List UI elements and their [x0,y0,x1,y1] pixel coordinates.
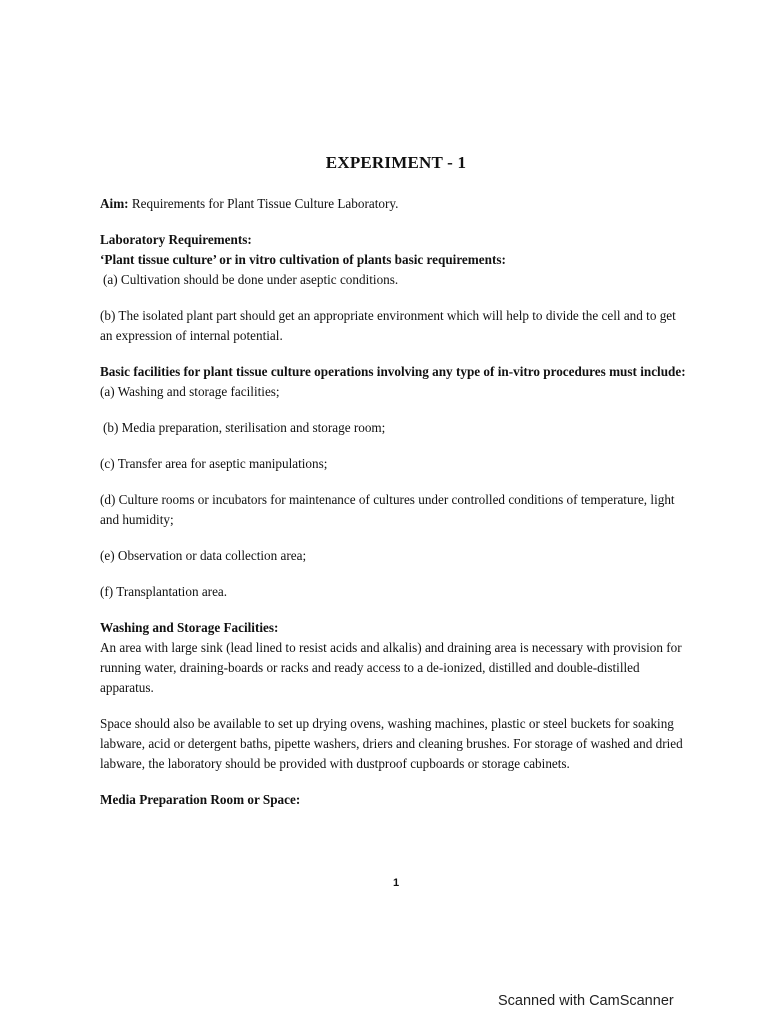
document-body [100,194,690,810]
washing-paragraph-2: Space should also be available to set up drying ovens, washing machines, plastic or steel buckets for soaking labware, acid or detergent baths, pipette washers, driers and cleaning brushes. For storage of washed and dried labware, the laboratory should be provided with dustproof cupboards or storage cabinets. [100,716,683,771]
media-heading: Media Preparation Room or Space: [100,792,301,807]
facility-item-b: (b) Media preparation, sterilisation and storage room; [103,420,386,435]
aim-text: Requirements for Plant Tissue Culture Laboratory. [128,196,399,211]
facilities-heading: Basic facilities for plant tissue culture operations involving any type of in-vitro procedures must include: [100,364,686,379]
camscanner-watermark: Scanned with CamScanner [498,993,674,1009]
aim-line [100,194,690,214]
facility-item-a: (a) Washing and storage facilities; [100,384,280,399]
requirement-a: (a) Cultivation should be done under aseptic conditions. [103,272,399,287]
basic-requirements-heading: ‘Plant tissue culture’ or in vitro cultivation of plants basic requirements: [100,252,506,267]
washing-paragraph-1: An area with large sink (lead lined to resist acids and alkalis) and draining area is necessary with provision for running water, draining-boards or racks and ready access to a de-ionized, distilled and double-distilled apparatus. [100,640,682,695]
page-title: EXPERIMENT - 1 [325,153,467,172]
washing-heading: Washing and Storage Facilities: [100,620,279,635]
facility-item-d: (d) Culture rooms or incubators for maintenance of cultures under controlled conditions of temperature, light and humidity; [100,492,675,527]
lab-requirements-heading: Laboratory Requirements: [100,232,252,247]
aim-label: Aim: [100,196,129,211]
page-number: 1 [392,877,400,889]
facility-item-c: (c) Transfer area for aseptic manipulations; [100,456,328,471]
requirement-b: (b) The isolated plant part should get an appropriate environment which will help to divide the cell and to get an expression of internal potential. [100,308,676,343]
facility-item-e: (e) Observation or data collection area; [100,548,307,563]
facility-item-f: (f) Transplantation area. [100,584,228,599]
